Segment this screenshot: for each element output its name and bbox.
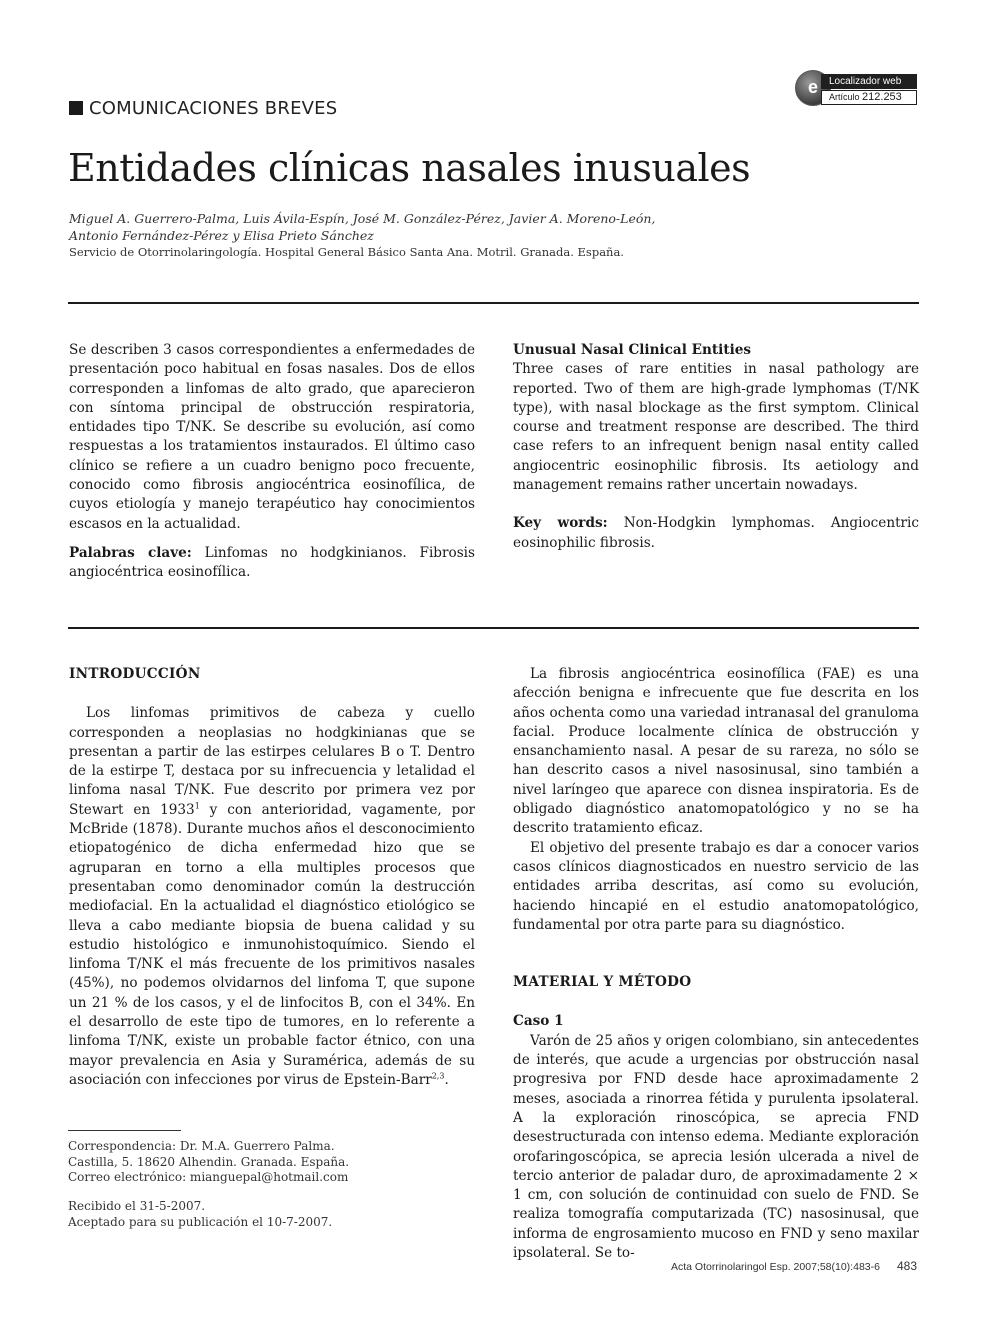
e-logo-icon: e (795, 70, 831, 106)
article-number: Artículo 212.253 (821, 90, 917, 105)
body-left-column (69, 665, 475, 1090)
locator-label: Localizador web (821, 74, 917, 89)
intro-paragraph-2: La fibrosis angiocéntrica eosinofílica (FAE) es una afección benigna e infrecuente que fue descrita en los años ochenta como una variedad intranasal del granuloma facial. Produce localmente clínica de obstrucción y ensanchamiento nasal. A pesar de su rareza, no sólo se han descrito casos a nivel nasosinusal, sino también a nivel laríngeo que aparece con disnea inspiratoria. Es de obligado diagnóstico anatomopatológico y no se ha descrito tratamiento eficaz. (513, 666, 919, 837)
accepted-date: Aceptado para su publicación el 10-7-2007. (68, 1215, 333, 1229)
case-1-heading: Caso 1 (513, 1013, 564, 1030)
footnote-divider (68, 1130, 181, 1131)
address: Castilla, 5. 18620 Alhendin. Granada. España. (68, 1155, 350, 1169)
authors-line-1: Miguel A. Guerrero-Palma, Luis Ávila-Espín, José M. González-Pérez, Javier A. Moreno-León, (69, 211, 656, 226)
body-right-column (513, 665, 919, 1263)
web-locator-badge (795, 70, 919, 108)
affiliation: Servicio de Otorrinolaringología. Hospital General Básico Santa Ana. Motril. Granada. España. (69, 245, 624, 259)
keywords-en: Key words: Non-Hodgkin lymphomas. Angiocentric eosinophilic fibrosis. (513, 515, 920, 551)
intro-paragraph-3: El objetivo del presente trabajo es dar a conocer varios casos clínicos diagnosticados en nuestro servicio de las entidades arriba descritas, así como su evolución, haciendo hincapié en el estudio anatomopatológico, fundamental por otra parte para su diagnóstico. (513, 839, 919, 933)
abstract-spanish (69, 341, 475, 583)
abstract-english (513, 341, 919, 553)
case-1-text: Varón de 25 años y origen colombiano, sin antecedentes de interés, que acude a urgencias por obstrucción nasal progresiva por FND desde hace aproximadamente 2 meses, asociada a rinorrea fétida y purulenta ipsolateral. A la exploración rinoscópica, se aprecia FND desestructurada con intenso edema. Mediante exploración orofaringoscópica, se aprecia lesión ulcerada a nivel de tercio anterior de paladar duro, de aproximadamente 2 × 1 cm, con solución de continuidad con suelo de FND. Se realiza tomografía computarizada (TC) nasosinusal, que informa de engrosamiento mucoso en FND y seno maxilar ipsolateral. Se to- (513, 1032, 919, 1262)
authors-line-2: Antonio Fernández-Pérez y Elisa Prieto Sánchez (69, 228, 374, 243)
article-title: Entidades clínicas nasales inusuales (68, 146, 751, 190)
methods-heading: MATERIAL Y MÉTODO (513, 974, 692, 991)
divider-top (68, 302, 919, 304)
received-date: Recibido el 31-5-2007. (68, 1199, 206, 1213)
email: Correo electrónico: mianguepal@hotmail.com (68, 1170, 349, 1184)
keywords-es: Palabras clave: Linfomas no hodgkinianos. Fibrosis angiocéntrica eosinofílica. (69, 544, 475, 581)
square-bullet-icon (69, 101, 83, 115)
divider-middle (68, 627, 919, 629)
abstract-en-text: Three cases of rare entities in nasal pathology are reported. Two of them are high-grade lymphomas (T/NK type), with nasal blockage as the first symptom. Clinical course and treatment response are described. The third case refers to an infrequent benign nasal entity called angiocentric eosinophilic fibrosis. Its aetiology and management remains rather uncertain nowadays. (513, 361, 919, 494)
correspondence: Correspondencia: Dr. M.A. Guerrero Palma. (68, 1139, 335, 1153)
abstract-es-text: Se describen 3 casos correspondientes a enfermedades de presentación poco habitual en fosas nasales. Dos de ellos corresponden a linfomas de alto grado, que aparecieron con síntoma principal de obstrucción respiratoria, entidades tipo T/NK. Se describe su evolución, así como respuestas a los tratamientos instaurados. El último caso clínico se refiere a un cuadro benigno poco frecuente, conocido como fibrosis angiocéntrica eosinofílica, de cuyos etiología y manejo terapéutico hay conocimientos escasos en la actualidad. (69, 342, 475, 532)
journal-citation: Acta Otorrinolaringol Esp. 2007;58(10):483-6 (671, 1261, 880, 1273)
section-label: COMUNICACIONES BREVES (69, 98, 337, 119)
intro-paragraph-1: Los linfomas primitivos de cabeza y cuello corresponden a neoplasias no hodgkinianas que se presentan a partir de las estirpes celulares B o T. Dentro de la estirpe T, destaca por su infrecuencia y letalidad el linfoma nasal T/NK. Fue descrito por primera vez por Stewart en 1933$^1$ y con anterioridad, vagamente, por McBride (1878). Durante muchos años el desconocimiento etiopatogénico de dicha enfermedad hizo que se agruparan en torno a ella multiples procesos que presentaban como denominador común la destrucción mediofacial. En la actualidad el diagnóstico etiológico se lleva a cabo mediante biopsia de buena calidad y su estudio histológico e inmunohistoquímico. Siendo el linfoma T/NK el más frecuente de los primitivos nasales (45%), no podemos olvidarnos del linfoma T, que supone un 21 % de los casos, y el de linfocitos B, con el 34%. En el desarrollo de este tipo de tumores, en lo referente a linfoma T/NK, existe un probable factor étnico, con una mayor prevalencia en Asia y Suramérica, además de su asociación con infecciones por virus de Epstein-Barr$^{2,3}$. (69, 705, 475, 1088)
abstract-en-title: Unusual Nasal Clinical Entities (513, 342, 752, 358)
page-number: 483 (897, 1259, 918, 1273)
intro-heading: INTRODUCCIÓN (69, 666, 201, 682)
